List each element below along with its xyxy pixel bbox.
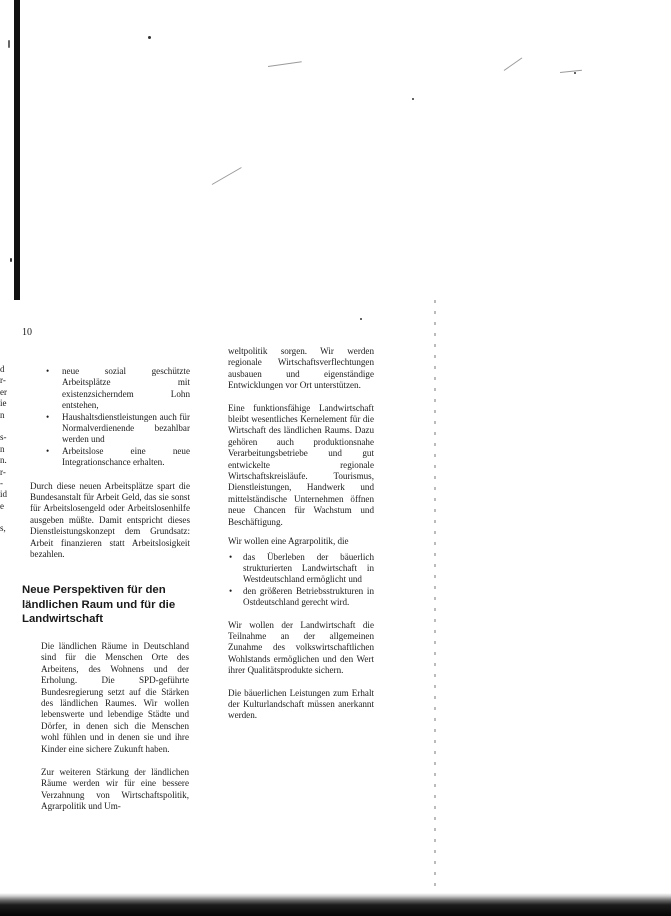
left-column-top bbox=[30, 366, 190, 561]
scan-speck bbox=[8, 40, 10, 48]
scan-scratch bbox=[560, 70, 582, 73]
benefits-list bbox=[45, 366, 190, 469]
list-item: • das Überleben der bäuerlich strukturierten Landwirtschaft in Westdeutschland ermöglicht und bbox=[228, 552, 374, 586]
agrarian-policy-list bbox=[228, 552, 374, 609]
scan-bottom-edge bbox=[0, 893, 671, 916]
agrarian-policy-intro: Wir wollen eine Agrarpolitik, die bbox=[228, 536, 349, 547]
scan-fold-shadow bbox=[434, 300, 436, 895]
scan-speck bbox=[148, 36, 151, 39]
scan-speck bbox=[574, 72, 576, 74]
cultural-landscape-paragraph: Die bäuerlichen Leistungen zum Erhalt der Kulturlandschaft müssen anerkannt werden. bbox=[228, 687, 374, 721]
continuation-paragraph: weltpolitik sorgen. Wir werden regionale Wirtschaftsverflechtungen ausbauen und eigenständige Entwicklungen vor Ort unterstützen. bbox=[228, 346, 374, 391]
agriculture-paragraph: Eine funktionsfähige Landwirtschaft bleibt wesentliches Kernelement für die Wirtschaft des ländlichen Raums. Dazu gehören auch produktionsnahe Verarbeitungsbetriebe und gut entwickelte regionale Wirtschaftskreisläufe. Tourismus, Dienstleistungen, Handwerk und mittelständische Unternehmen öffnen neue Chancen für Wachstum und Beschäftigung. bbox=[228, 402, 374, 527]
list-item: • Arbeitslose eine neue Integrationschance erhalten. bbox=[45, 446, 190, 469]
scan-binding-edge bbox=[14, 0, 20, 300]
left-column-section bbox=[41, 641, 189, 813]
prosperity-paragraph: Wir wollen der Landwirtschaft die Teilnahme an der allgemeinen Zunahme des volkswirtschaftlichen Wohlstands ermöglichen und den Wert ihrer Qualitätsprodukte sichern. bbox=[228, 619, 374, 676]
cut-off-margin-text: d r- er ie n s- n n. r- - id e s, bbox=[0, 364, 8, 534]
scan-scratch bbox=[268, 61, 302, 67]
section-heading: Neue Perspektiven für den ländlichen Raum und für die Landwirtschaft bbox=[22, 584, 176, 625]
scan-scratch bbox=[504, 57, 523, 70]
list-item: • den größeren Betriebsstrukturen in Ostdeutschland gerecht wird. bbox=[228, 586, 374, 609]
scan-speck bbox=[10, 258, 12, 262]
page-number: 10 bbox=[22, 327, 32, 338]
rural-areas-paragraph: Die ländlichen Räume in Deutschland sind für die Menschen Orte des Arbeitens, des Wohnens und der Erholung. Die SPD-geführte Bundesregierung setzt auf die Stärken des ländlichen Raumes. Wir wollen lebenswerte und lebendige Städte und Dörfer, in denen sich die Menschen wohl fühlen und in denen sie und ihre Kinder eine sichere Zukunft haben. bbox=[41, 641, 189, 754]
scan-scratch bbox=[212, 167, 242, 185]
scan-speck bbox=[412, 98, 414, 100]
list-item: • neue sozial geschützte Arbeitsplätze mit existenzsicherndem Lohn entstehen, bbox=[45, 366, 190, 412]
scan-speck bbox=[360, 318, 362, 320]
list-item: • Haushaltsdienstleistungen auch für Normalverdienende bezahlbar werden und bbox=[45, 412, 190, 446]
funding-paragraph: Durch diese neuen Arbeitsplätze spart die Bundesanstalt für Arbeit Geld, das sie sonst für Arbeitslosengeld oder Arbeitslosenhilfe ausgeben müßte. Damit entspricht dieses Dienstleistungskonzept dem Grundsatz: Arbeit finanzieren statt Arbeitslosigkeit bezahlen. bbox=[30, 480, 190, 560]
right-column bbox=[228, 346, 374, 722]
strengthening-paragraph: Zur weiteren Stärkung der ländlichen Räume werden wir für eine bessere Verzahnung von Wirtschaftspolitik, Agrarpolitik und Um- bbox=[41, 767, 189, 812]
